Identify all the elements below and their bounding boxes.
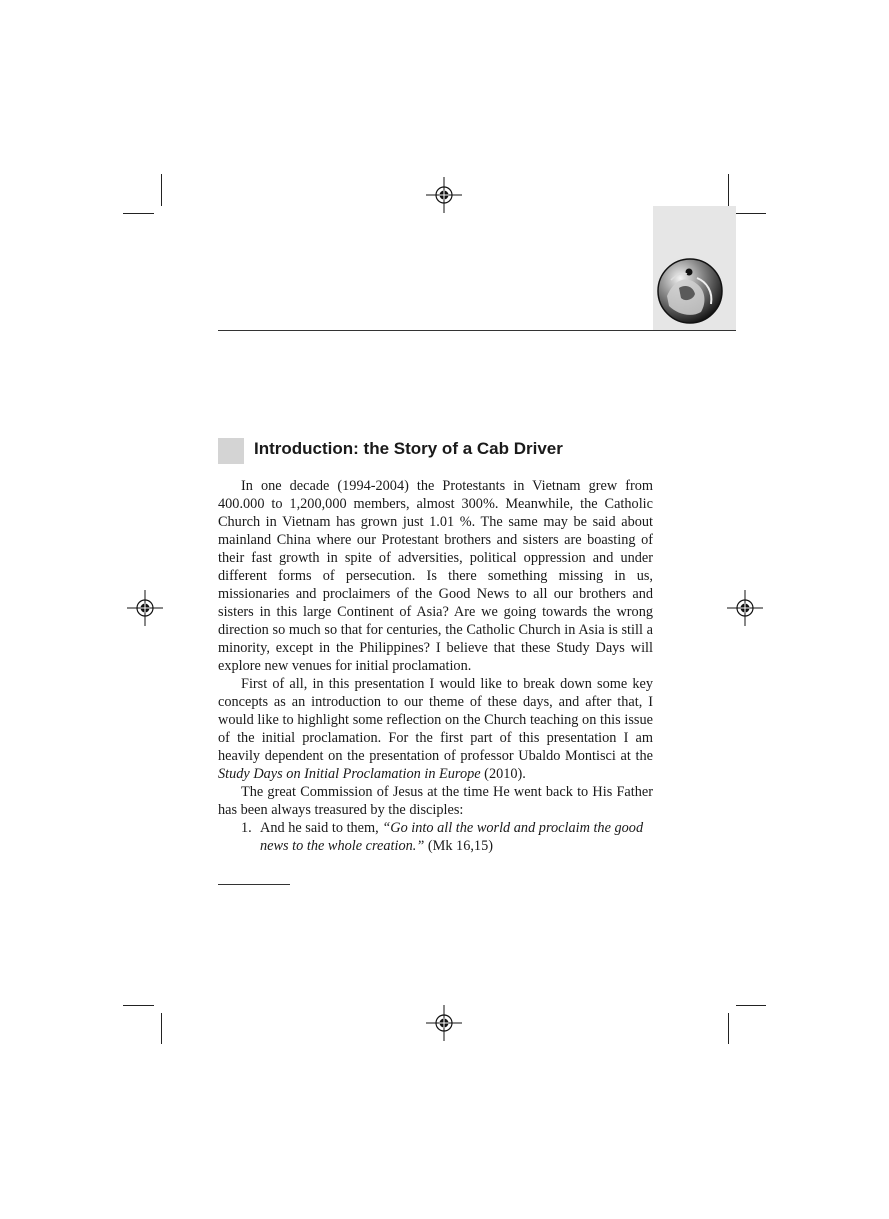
- paragraph-text-end: (2010).: [480, 766, 526, 782]
- list-ref: (Mk 16,15): [424, 838, 493, 854]
- heading-marker: [218, 438, 244, 464]
- chapter-thumbnail-icon: [657, 258, 723, 324]
- paragraph-italic-title: Study Days on Initial Proclamation in Europe: [218, 766, 481, 782]
- registration-mark-icon: [727, 590, 763, 626]
- list-content: [241, 819, 653, 855]
- crop-mark-top-left-horizontal: [123, 213, 154, 214]
- crop-mark-bottom-right-horizontal: [736, 1005, 766, 1006]
- paragraph-text: First of all, in this presentation I would like to break down some key concepts as an introduction to our theme of these days, and after that, I would like to highlight some reflection on the Church teaching on this issue of the initial proclamation. For the first part of this presentation I am heavily dependent on the presentation of professor Ubaldo Montisci at the: [218, 676, 653, 764]
- paragraph: [218, 675, 653, 783]
- list-quote: “Go into all the world and proclaim the good news to the whole creation.”: [260, 820, 644, 854]
- footnote-rule: [218, 884, 290, 885]
- crop-mark-top-right-vertical: [728, 174, 729, 206]
- body-text: [218, 477, 653, 855]
- header-rule: [218, 330, 736, 331]
- crop-mark-top-left-vertical: [161, 174, 162, 206]
- list-number: 1.: [241, 820, 252, 836]
- registration-mark-icon: [426, 177, 462, 213]
- list-lead: And he said to them,: [260, 820, 383, 836]
- crop-mark-top-right-horizontal: [736, 213, 766, 214]
- crop-mark-bottom-left-vertical: [161, 1013, 162, 1044]
- registration-mark-icon: [426, 1005, 462, 1041]
- list-item: [218, 819, 653, 855]
- section-heading: Introduction: the Story of a Cab Driver: [254, 439, 563, 458]
- paragraph: The great Commission of Jesus at the time He went back to His Father has been always treasured by the disciples:: [218, 784, 653, 818]
- crop-mark-bottom-left-horizontal: [123, 1005, 154, 1006]
- paragraph: In one decade (1994-2004) the Protestants in Vietnam grew from 400.000 to 1,200,000 members, almost 300%. Meanwhile, the Catholic Church in Vietnam has grown just 1.01 %. The same may be said about mainland China where our Protestant brothers and sisters are boasting of their fast growth in spite of adversities, political oppression and under different forms of persecution. Is there something missing in us, missionaries and proclaimers of the Good News to all our brothers and sisters in this large Continent of Asia? Are we going towards the wrong direction so much so that for centuries, the Catholic Church in Asia is still a minority, except in the Philippines? I believe that these Study Days will explore new venues for initial proclamation.: [218, 478, 653, 674]
- crop-mark-bottom-right-vertical: [728, 1013, 729, 1044]
- registration-mark-icon: [127, 590, 163, 626]
